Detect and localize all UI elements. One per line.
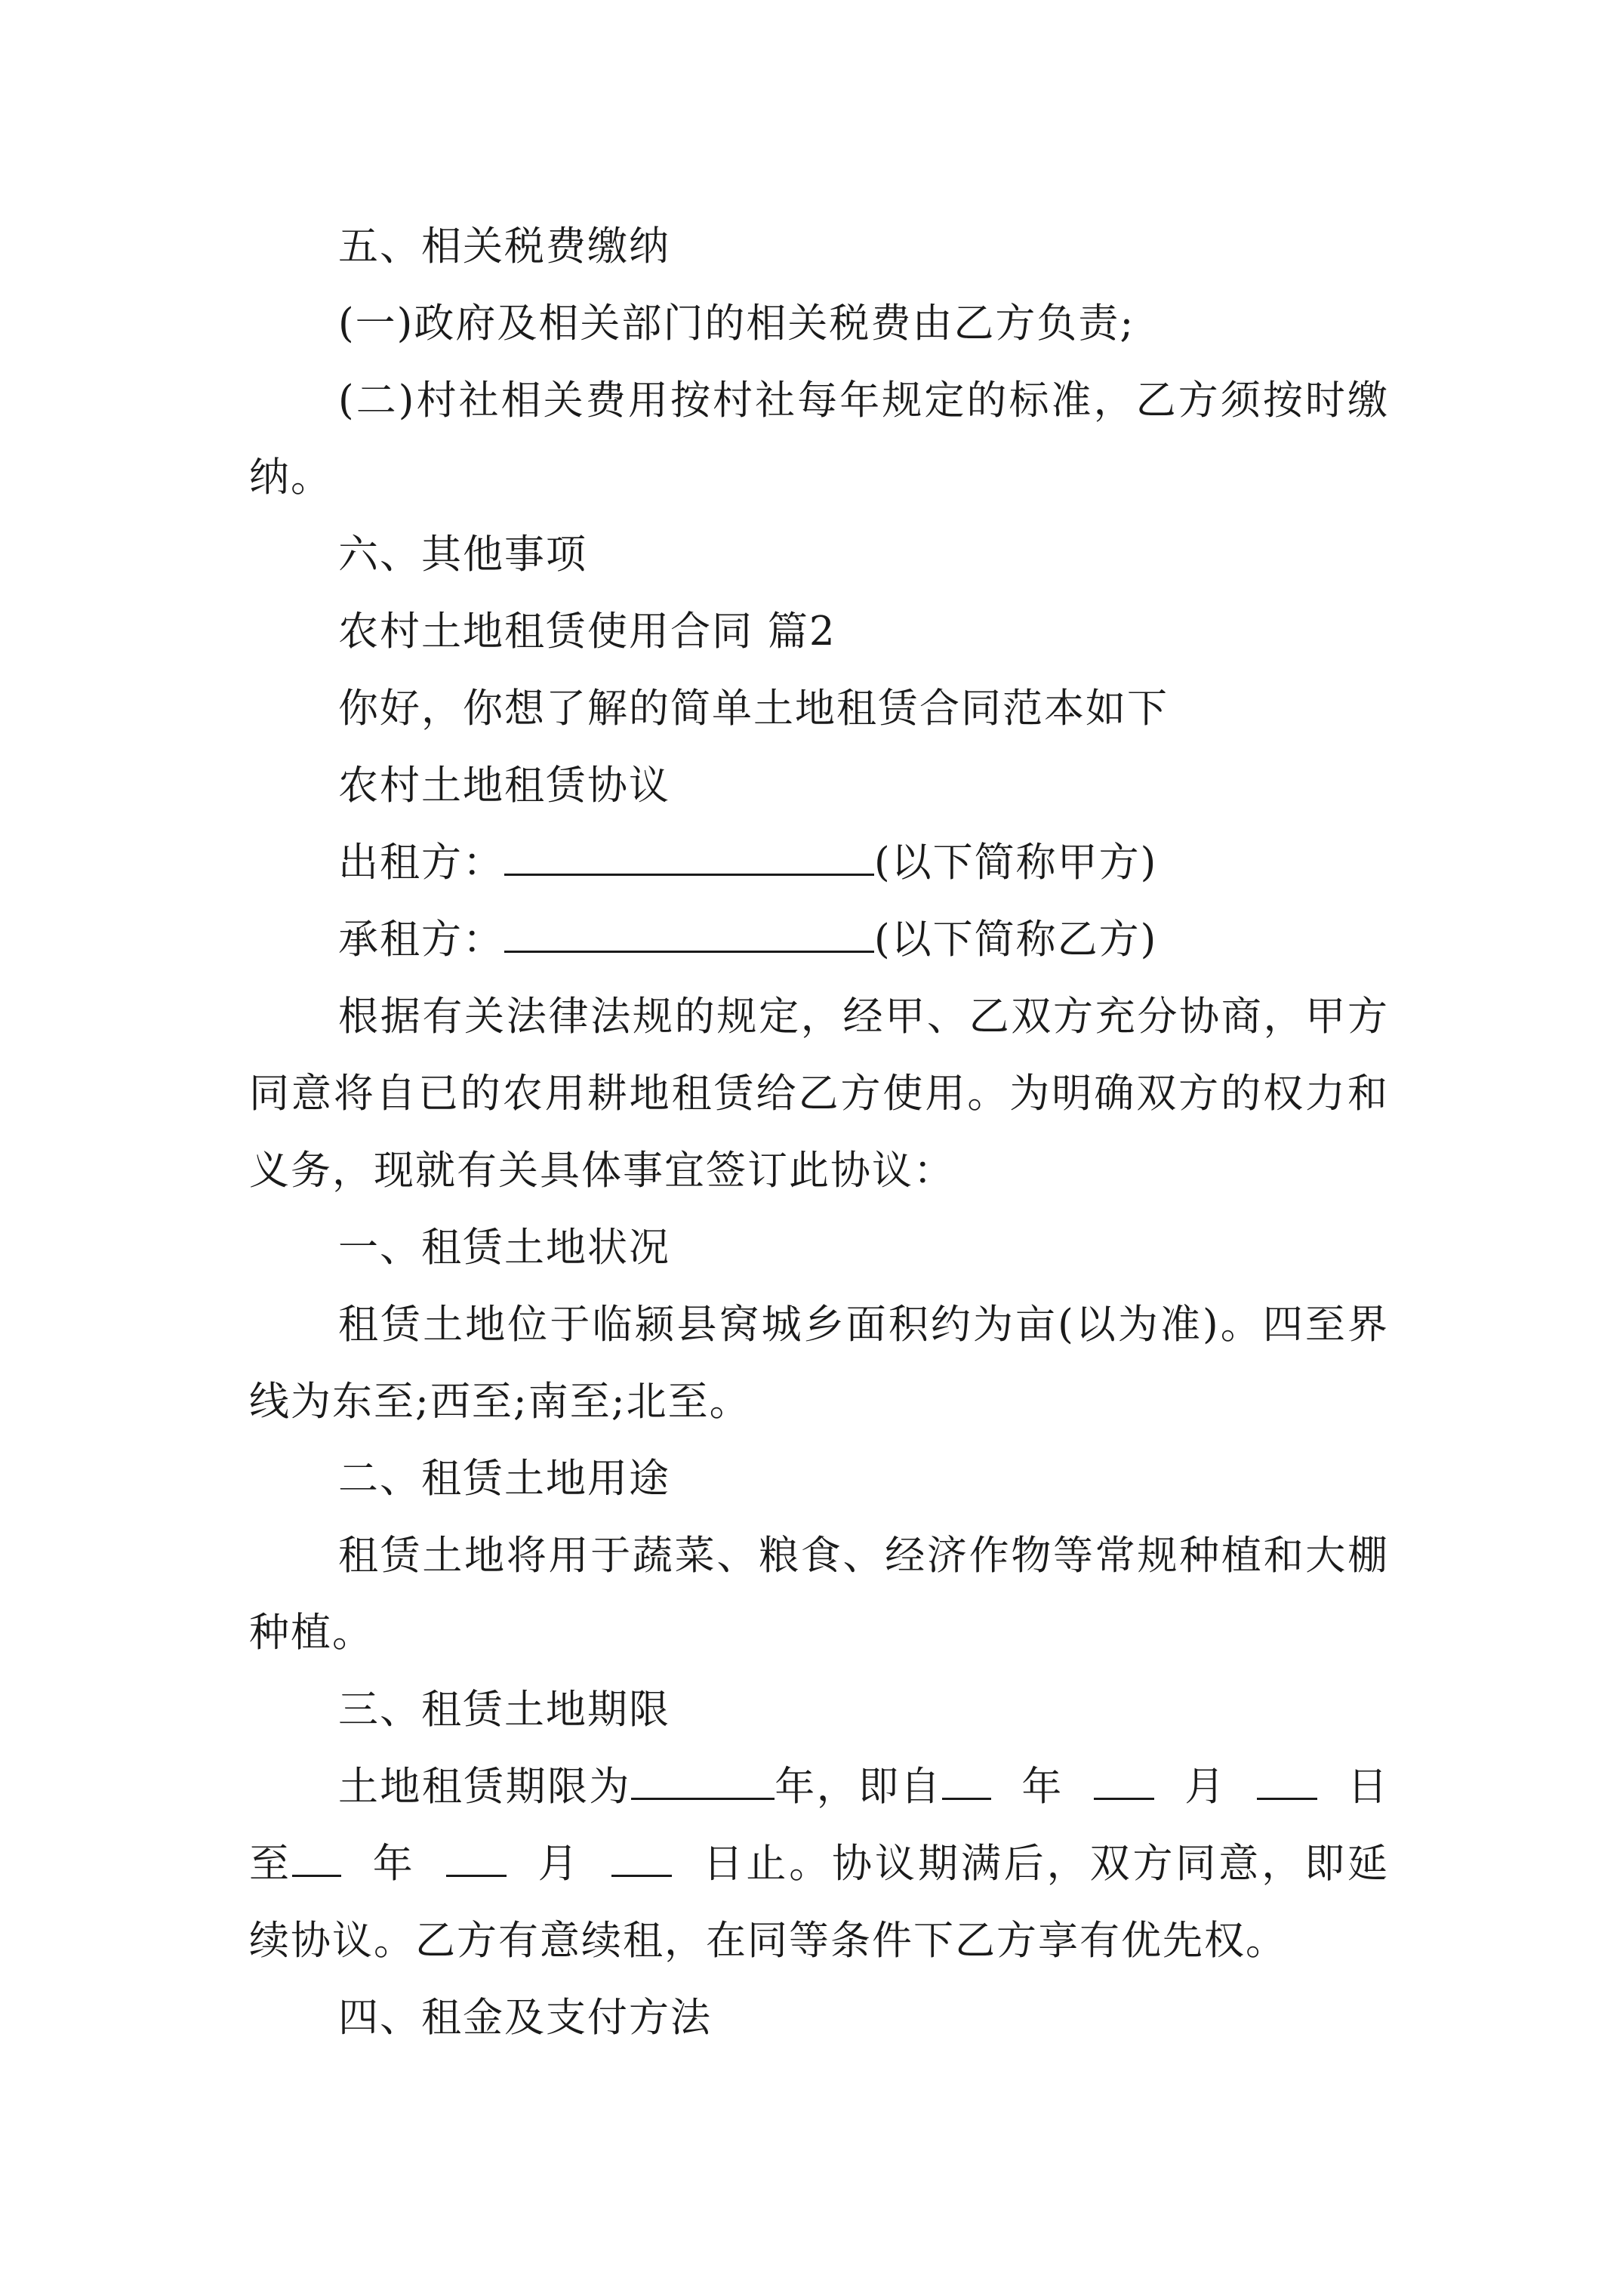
term-text-7: 月: [536, 1841, 581, 1887]
paragraph-land-status: 租赁土地位于临颍县窝城乡面积约为亩(以为准)。四至界线为东至;西至;南至;北至。: [249, 1302, 1389, 1425]
term-text-1: 土地租赁期限为: [338, 1764, 631, 1810]
end-year-blank: [292, 1829, 341, 1877]
party-lessor-blank: [504, 828, 874, 876]
term-years-blank: [631, 1752, 775, 1800]
term-text-4: 月: [1184, 1764, 1227, 1810]
section-heading-rent: 四、租金及支付方法: [338, 1995, 712, 2041]
paragraph-intro: 你好，你想了解的简单土地租赁合同范本如下: [338, 686, 1169, 732]
term-text-6: 年: [371, 1841, 416, 1887]
paragraph-basis: 根据有关法律法规的规定，经甲、乙双方充分协商，甲方同意将自已的农用耕地租赁给乙方使用。为明确双方的权力和义务，现就有关具体事宜签订此协议：: [249, 994, 1389, 1194]
paragraph-tax-2: (二)村社相关费用按村社每年规定的标准，乙方须按时缴纳。: [249, 378, 1389, 501]
term-text-5: 日至: [249, 1764, 1390, 1887]
party-lessor-line: [249, 824, 1389, 901]
party-lessee-label: 承租方：: [338, 917, 504, 963]
paragraph-land-use: 租赁土地将用于蔬菜、粮食、经济作物等常规种植和大棚种植。: [249, 1533, 1389, 1656]
party-lessor-suffix: (以下简称甲方): [874, 840, 1158, 886]
party-lessee-suffix: (以下简称乙方): [874, 917, 1158, 963]
start-month-blank: [1094, 1752, 1154, 1800]
party-lessor-label: 出租方：: [338, 840, 504, 886]
section-heading-land-status: 一、租赁土地状况: [338, 1225, 670, 1271]
start-day-blank: [1257, 1752, 1317, 1800]
party-lessee-blank: [504, 905, 874, 953]
end-month-blank: [446, 1829, 507, 1877]
start-year-blank: [942, 1752, 991, 1800]
end-day-blank: [611, 1829, 672, 1877]
term-text-8: 日止。协议期满后，双方同意，即延续协议。乙方有意续租，在同等条件下乙方享有优先权。: [249, 1841, 1390, 1964]
document-body: [249, 208, 1389, 2057]
section-heading-term: 三、租赁土地期限: [338, 1687, 670, 1733]
term-text-3: 年: [1021, 1764, 1064, 1810]
term-text-2: 年，即自: [774, 1764, 942, 1810]
section-heading-tax: 五、相关税费缴纳: [338, 223, 670, 270]
paragraph-term: [249, 1749, 1389, 1980]
paragraph-tax-1: (一)政府及相关部门的相关税费由乙方负责;: [338, 300, 1135, 347]
party-lessee-line: [249, 901, 1389, 978]
contract-title-part2: 农村土地租赁使用合同 篇2: [338, 609, 836, 655]
section-heading-land-use: 二、租赁土地用途: [338, 1456, 670, 1502]
agreement-title: 农村土地租赁协议: [338, 763, 670, 809]
section-heading-other: 六、其他事项: [338, 532, 587, 578]
